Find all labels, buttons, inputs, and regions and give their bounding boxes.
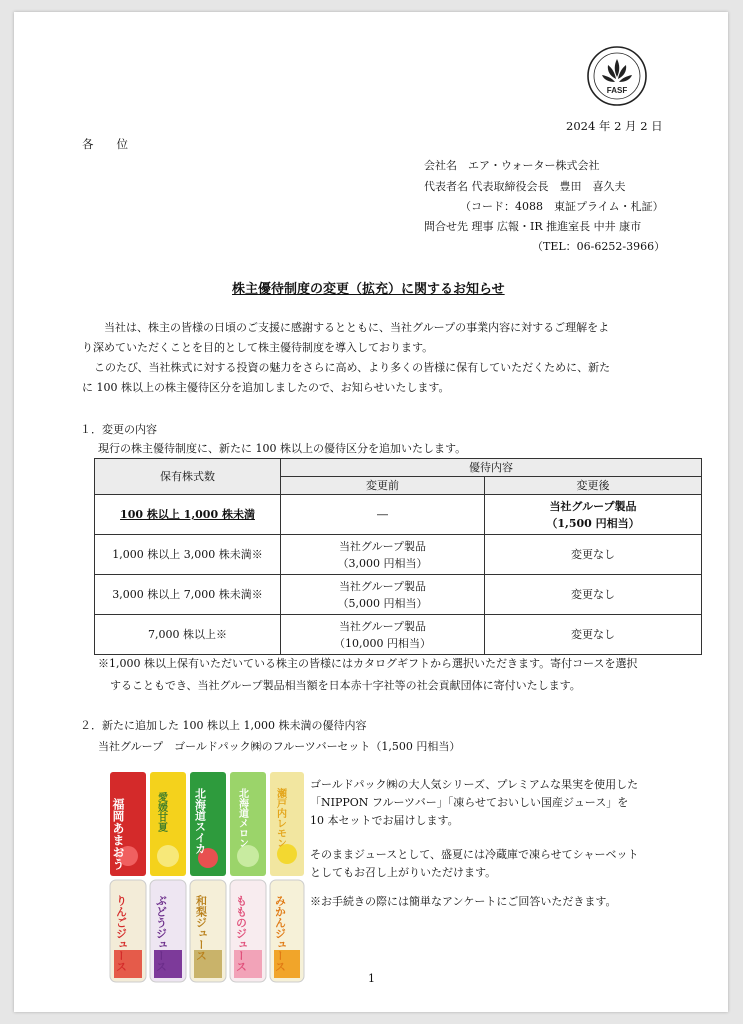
representative: 代表者名 代表取締役会長 豊田 喜久夫 [424, 180, 626, 193]
product-desc: 「NIPPON フルーツバー」「凍らせておいしい国産ジュース」を [310, 796, 629, 809]
document-page [14, 12, 728, 1012]
intro-line: このたび、当社株式に対する投資の魅力をさらに高め、より多くの皆様に保有していただくために、新た [94, 361, 611, 374]
note-line: することもでき、当社グループ製品相当額を日本赤十字社等の社会貢献団体に寄付いたします。 [110, 679, 581, 692]
contact-person: 問合せ先 理事 広報・IR 推進室長 中井 康市 [424, 220, 642, 233]
product-note: ※お手続きの際には簡単なアンケートにご回答いただきます。 [310, 895, 617, 908]
intro-line: 当社は、株主の皆様の日頃のご支援に感謝するとともに、当社グループの事業内容に対するご理解をよ [104, 321, 610, 334]
svg-text:瀬戸内レモン: 瀬戸内レモン [274, 788, 286, 848]
row-shares: 100 株以上 1,000 株未満 [95, 495, 281, 535]
table-row [95, 535, 702, 575]
svg-text:福岡あまおう: 福岡あまおう [111, 798, 125, 870]
section2-subheading: 当社グループ ゴールドパック㈱のフルーツバーセット（1,500 円相当） [98, 740, 461, 753]
product-image [108, 770, 306, 984]
section1-heading: １．変更の内容 [80, 423, 157, 436]
section1-lead: 現行の株主優待制度に、新たに 100 株以上の優待区分を追加いたします。 [98, 442, 467, 455]
row-after: 変更なし [485, 575, 702, 615]
header-after: 変更後 [485, 477, 702, 495]
svg-text:ぶどうジュース: ぶどうジュース [154, 895, 168, 972]
header-shares: 保有株式数 [95, 459, 281, 495]
table-row [95, 575, 702, 615]
row-after: 変更なし [485, 535, 702, 575]
product-desc: としてもお召し上がりいただけます。 [310, 866, 497, 879]
header-benefit: 優待内容 [281, 459, 702, 477]
note-line: ※1,000 株以上保有いただいている株主の皆様にはカタログギフトから選択いただきます。寄付コースを選択 [98, 657, 638, 670]
issue-date: 2024 年 2 月 2 日 [566, 119, 663, 133]
row-before: 当社グループ製品 （3,000 円相当） [281, 535, 485, 575]
intro-line: り深めていただくことを目的として株主優待制度を導入しております。 [82, 341, 434, 354]
row-shares: 7,000 株以上※ [95, 615, 281, 655]
row-before: 当社グループ製品 （10,000 円相当） [281, 615, 485, 655]
row-shares: 3,000 株以上 7,000 株未満※ [95, 575, 281, 615]
row-after: 当社グループ製品 （1,500 円相当） [485, 495, 702, 535]
fasf-seal-icon [586, 45, 648, 107]
section2-heading: ２．新たに追加した 100 株以上 1,000 株未満の優待内容 [80, 719, 367, 732]
svg-text:りんごジュース: りんごジュース [114, 895, 128, 972]
page-number: 1 [368, 972, 375, 985]
row-before: 当社グループ製品 （5,000 円相当） [281, 575, 485, 615]
row-before: ― [281, 495, 485, 535]
addressee: 各 位 [82, 137, 128, 151]
svg-text:北海道スイカ: 北海道スイカ [193, 788, 207, 854]
row-after: 変更なし [485, 615, 702, 655]
svg-text:もものジュース: もものジュース [234, 895, 248, 972]
product-desc: ゴールドパック㈱の大人気シリーズ、プレミアムな果実を使用した [310, 778, 639, 791]
svg-text:みかんジュース: みかんジュース [273, 895, 287, 972]
document-title: 株主優待制度の変更（拡充）に関するお知らせ [232, 282, 505, 297]
company-name: 会社名 エア・ウォーター株式会社 [424, 159, 600, 172]
table-row [95, 615, 702, 655]
intro-line: に 100 株以上の株主優待区分を追加しましたので、お知らせいたします。 [82, 381, 450, 394]
product-desc: 10 本セットでお届けします。 [310, 814, 459, 827]
header-before: 変更前 [281, 477, 485, 495]
benefit-table [94, 458, 702, 655]
svg-text:和梨ジュース: 和梨ジュース [194, 895, 208, 961]
table-row [95, 495, 702, 535]
svg-text:FASF: FASF [606, 86, 628, 95]
contact-tel: （TEL：06-6252-3966） [532, 240, 666, 253]
stock-code: （コード：4088 東証プライム・札証） [460, 200, 664, 213]
row-shares: 1,000 株以上 3,000 株未満※ [95, 535, 281, 575]
svg-text:愛媛甘夏: 愛媛甘夏 [155, 792, 167, 832]
product-desc: そのままジュースとして、盛夏には冷蔵庫で凍らせてシャーベット [310, 848, 639, 861]
svg-text:北海道メロン: 北海道メロン [236, 788, 248, 848]
